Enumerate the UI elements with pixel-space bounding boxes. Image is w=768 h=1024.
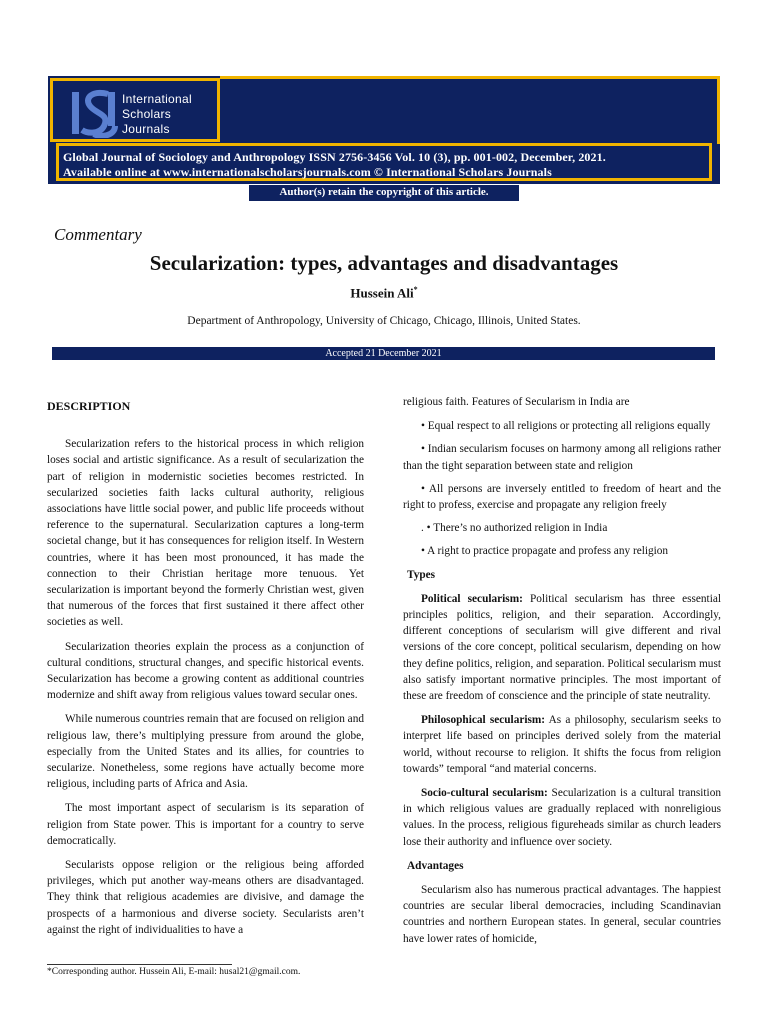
paragraph: [403, 591, 721, 704]
paragraph: religious faith. Features of Secularism in India are: [403, 396, 630, 408]
paragraph: The most important aspect of secularism is its separation of religion from State power. This is important for a country to serve democratically.: [47, 802, 364, 847]
paragraph: [403, 712, 721, 777]
article-author: [0, 285, 768, 301]
right-column: [403, 394, 721, 955]
subsection-heading: Types: [407, 568, 436, 581]
header-gold-edge: [717, 76, 720, 144]
left-column: [47, 398, 364, 946]
paragraph: Secularism also has numerous practical advantages. The happiest countries are secular liberal democracies, including Scandinavian countries and northern European states. In general, secular countries have lower rates of homicide,: [403, 884, 721, 945]
logo-wordmark: [122, 92, 192, 137]
logo-line: International: [122, 92, 192, 106]
section-heading: DESCRIPTION: [47, 399, 131, 413]
paragraph: While numerous countries remain that are focused on religion and religious law, there’s multiplying pressure from around the globe, especially from the United States and its allies, for countries to secularize. Nonetheless, some regions have actually become more religious, including parts of Africa and Asia.: [47, 713, 364, 791]
footnote-rule: [47, 964, 232, 965]
paragraph: Secularization theories explain the process as a conjunction of cultural conditions, structural changes, and specific historical events. Secularization has become a growing content as additional countries modernize and shift away from religious values toward secular ones.: [47, 640, 364, 702]
term-label: Philosophical secularism:: [421, 714, 546, 727]
article-title: Secularization: types, advantages and disadvantages: [149, 251, 619, 275]
accepted-date-bar: Accepted 21 December 2021: [52, 347, 715, 360]
term-label: Political secularism:: [421, 592, 523, 605]
header-gold-rule: [220, 76, 720, 79]
paragraph: Secularization refers to the historical process in which religion loses social and artistic significance. As a result of secularization the part of religion in modernistic societies becomes restricted. In secularized societies faith lacks cultural authority, religious associations have little social power, and public life proceeds without reference to the supernatural. Secularization captures a long-term societal change, but it has consequences for religion itself. In Western countries, where it has been most pronounced, it has made the connection to their Christian heritage more tenuous. Yet secularization is important beyond the formerly Christian west, given that numerous of the forces that first sustained it there affect other societies as well.: [47, 438, 364, 629]
logo-line: Journals: [122, 122, 170, 136]
journal-info-box: [56, 143, 712, 181]
list-item: • Indian secularism focuses on harmony among all religions rather than the tight separation between state and religion: [403, 443, 721, 472]
author-name: Hussein Ali: [350, 285, 414, 301]
author-mark: *: [413, 285, 418, 294]
term-label: Socio-cultural secularism:: [421, 787, 548, 800]
list-item: . • There’s no authorized religion in India: [421, 522, 608, 535]
paragraph: [403, 785, 721, 850]
copyright-notice: Author(s) retain the copyright of this article.: [249, 185, 519, 201]
author-affiliation: Department of Anthropology, University of Chicago, Chicago, Illinois, United States.: [187, 315, 581, 327]
term-text: Political secularism has three essential principles politics, religion, and their separation. Accordingly, different conceptions of secularism will give different and rival versions of the core concept, political secularism, depending on how they define politics, religion, and separation. Political secularism must also satisfy important normative principles. The most important of these are freedom of conscience and the principle of state neutrality.: [403, 592, 721, 703]
paragraph: Secularists oppose religion or the religious being afforded privileges, which put another way-means others are disadvantaged. They think that religious academies are divisive, and damage the prospects of a harmonious and diverse society. Secularists aren’t against the right of individualities to have a: [47, 859, 364, 936]
subsection-heading: Advantages: [407, 859, 464, 872]
article-type: Commentary: [54, 225, 142, 244]
term-text: As a philosophy, secularism seeks to interpret life based on principles derived solely from the material world, without recourse to religion. It shifts the focus from religion towards” temporal “and material concerns.: [403, 714, 721, 775]
journal-availability: Available online at www.internationalscholarsjournals.com © International Scholars Journals: [63, 165, 552, 179]
logo-line: Scholars: [122, 107, 172, 121]
list-item: • A right to practice propagate and profess any religion: [421, 545, 669, 558]
journal-citation: Global Journal of Sociology and Anthropology ISSN 2756-3456 Vol. 10 (3), pp. 001-002, December, 2021.: [63, 150, 606, 164]
isj-logo-icon: [70, 86, 118, 138]
list-item: • All persons are inversely entitled to freedom of heart and the right to profess, exercise and propagate any religion freely: [403, 482, 721, 512]
term-text: Secularization is a cultural transition in which religious values are gradually replaced with nonreligious values. In the process, religious figureheads similar as church leaders lose their authority and influence over society.: [403, 787, 721, 848]
corresponding-author-footnote: *Corresponding author. Hussein Ali, E-mail: husal21@gmail.com.: [47, 967, 301, 977]
list-item: • Equal respect to all religions or protecting all religions equally: [421, 420, 711, 433]
